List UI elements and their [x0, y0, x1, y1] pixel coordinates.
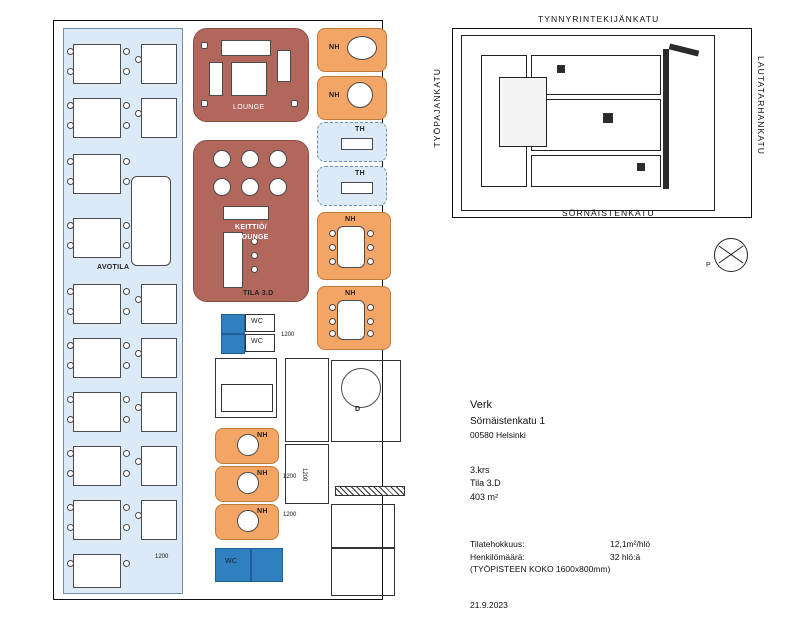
- spiral-stair: [341, 368, 381, 408]
- desk-cluster: [73, 154, 121, 194]
- zone-label-kitchen: KEITTIÖ/: [235, 224, 267, 231]
- floor-value: 3.krs: [470, 464, 490, 475]
- compass-north-label: P: [706, 262, 711, 269]
- street-label-top: TYNNYRINTEKIJÄNKATU: [538, 14, 660, 24]
- core-room: [221, 384, 273, 412]
- site-plan: [452, 28, 752, 218]
- dimension-4: 1200: [283, 512, 297, 518]
- area-value: 403 m²: [470, 491, 499, 502]
- efficiency-details: [470, 538, 770, 575]
- desk-cluster: [141, 500, 177, 540]
- room-label-nh-5: NH: [257, 432, 268, 439]
- large-table: [131, 176, 171, 266]
- desk-cluster: [73, 446, 121, 486]
- misc-room-1: [285, 358, 329, 442]
- desk-cluster: [73, 284, 121, 324]
- space-id-value: Tila 3.D: [470, 478, 501, 489]
- dimension-5: 1200: [155, 554, 169, 560]
- desk-cluster: [73, 392, 121, 432]
- room-label-nh-7: NH: [257, 508, 268, 515]
- desk-cluster: [141, 284, 177, 324]
- dimension-1: 1200: [281, 332, 295, 338]
- space-details: [470, 464, 770, 505]
- desk-cluster: [141, 446, 177, 486]
- project-address: Sörnäistenkatu 1: [470, 415, 546, 427]
- site-mass-5: [637, 163, 645, 171]
- desk-cluster: [73, 98, 121, 138]
- desk-cluster: [73, 44, 121, 84]
- site-mass-4: [557, 65, 565, 73]
- room-wc-1: [221, 314, 245, 334]
- room-label-nh-2: NH: [329, 92, 340, 99]
- site-mass-1: [663, 49, 669, 189]
- site-highlight-block: [499, 77, 547, 147]
- occupancy-label: Henkilömäärä:: [470, 551, 525, 562]
- project-postal: 00580 Helsinki: [470, 430, 526, 441]
- desk-cluster: [73, 554, 121, 588]
- misc-room-4: [331, 548, 395, 596]
- street-label-left: TYÖPAJANKATU: [432, 68, 442, 148]
- room-wc-5: [215, 548, 251, 582]
- room-label-th-1: TH: [355, 126, 365, 133]
- space-tag-tila: TILA 3.D: [243, 290, 274, 297]
- room-label-nh-1: NH: [329, 44, 340, 51]
- room-label-nh-6: NH: [257, 470, 268, 477]
- zone-label-avotila: AVOTILA: [97, 264, 130, 271]
- site-building-4: [531, 155, 661, 187]
- street-label-bottom: SÖRNÄISTENKATU: [562, 208, 655, 218]
- room-wc-6: [251, 548, 283, 582]
- project-name: Verk: [470, 399, 493, 411]
- misc-room-3: [331, 504, 395, 548]
- site-building-2: [531, 55, 661, 95]
- desk-cluster: [73, 218, 121, 258]
- info-block: [470, 398, 770, 612]
- dimension-3: 1200: [301, 468, 307, 482]
- workstation-note: (TYÖPISTEEN KOKO 1600x800mm): [470, 563, 611, 574]
- room-label-wc-3: WC: [225, 558, 238, 565]
- room-label-d: D: [355, 406, 361, 413]
- room-label-th-2: TH: [355, 170, 365, 177]
- site-building-3: [531, 99, 661, 151]
- room-label-nh-4: NH: [345, 290, 356, 297]
- street-label-right: LAUTATARHANKATU: [756, 56, 766, 155]
- corridor-hatch: [335, 486, 405, 496]
- occupancy-value: 32 hlö:ä: [610, 551, 641, 562]
- room-label-wc-2: WC: [251, 338, 264, 345]
- room-label-nh-3: NH: [345, 216, 356, 223]
- desk-cluster: [73, 338, 121, 378]
- site-mass-3: [603, 113, 613, 123]
- desk-cluster: [141, 44, 177, 84]
- floor-plan: [45, 8, 395, 608]
- room-wc-3: [221, 334, 245, 354]
- zone-label-lounge: LOUNGE: [233, 104, 265, 111]
- desk-cluster: [141, 392, 177, 432]
- desk-cluster: [73, 500, 121, 540]
- dimension-2: 1200: [283, 474, 297, 480]
- document-date: 21.9.2023: [470, 600, 508, 611]
- desk-cluster: [141, 338, 177, 378]
- efficiency-label: Tilatehokkuus:: [470, 539, 525, 550]
- zone-label-kitchen-2: LOUNGE: [237, 234, 269, 241]
- compass-rose: [706, 238, 748, 272]
- desk-cluster: [141, 98, 177, 138]
- room-label-wc-1: WC: [251, 318, 264, 325]
- efficiency-value: 12,1m²/hlö: [610, 539, 651, 550]
